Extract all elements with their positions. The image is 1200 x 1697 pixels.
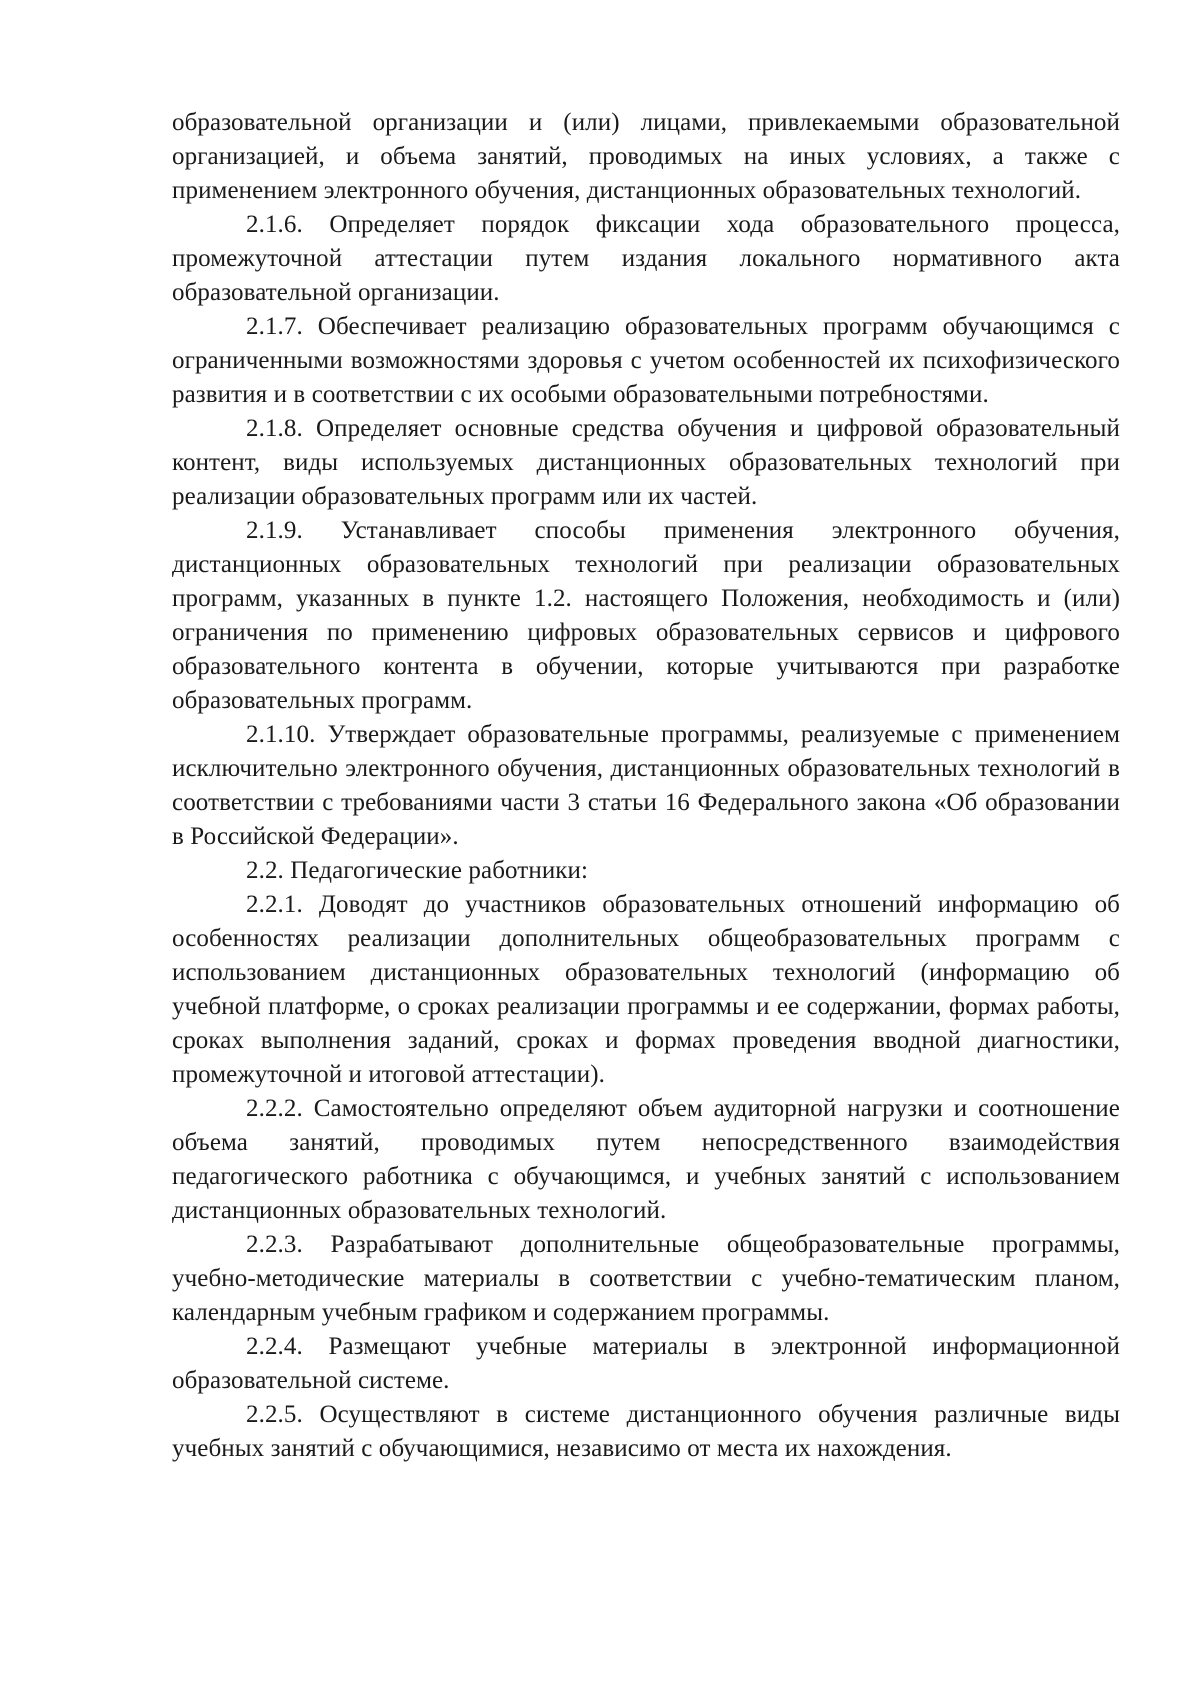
paragraph-number: 2.1.6. (246, 211, 303, 238)
paragraph-2-2-3 (172, 1228, 1120, 1330)
paragraph-text: образовательной организации и (или) лицами, привлекаемыми образовательной организацией, и объема занятий, проводимых на иных условиях, а также с применением электронного обучения, дистанционных образовательных технологий. (172, 109, 1120, 204)
paragraph-text: Устанавливает способы применения электронного обучения, дистанционных образовательных технологий при реализации образовательных программ, указанных в пункте 1.2. настоящего Положения, необходимость и (или) ограничения по применению цифровых образовательных сервисов и цифрового образовательного контента в обучении, которые учитываются при разработке образовательных программ. (172, 517, 1120, 714)
paragraph-text: Самостоятельно определяют объем аудиторной нагрузки и соотношение объема занятий, проводимых путем непосредственного взаимодействия педагогического работника с обучающимся, и учебных занятий с использованием дистанционных образовательных технологий. (172, 1095, 1120, 1224)
paragraph-number: 2.1.7. (246, 313, 303, 340)
paragraph-2-2-5 (172, 1398, 1120, 1466)
paragraph-2-2-1 (172, 888, 1120, 1092)
paragraph-text: Разрабатывают дополнительные общеобразовательные программы, учебно-методические материалы в соответствии с учебно-тематическим планом, календарным учебным графиком и содержанием программы. (172, 1231, 1120, 1326)
paragraph-text: Осуществляют в системе дистанционного обучения различные виды учебных занятий с обучающимися, независимо от места их нахождения. (172, 1401, 1121, 1462)
paragraph-number: 2.2.4. (246, 1333, 303, 1360)
paragraph-2-1-6 (172, 208, 1120, 310)
paragraph-text: Утверждает образовательные программы, реализуемые с применением исключительно электронного обучения, дистанционных образовательных технологий в соответствии с требованиями части 3 статьи 16 Федерального закона «Об образовании в Российской Федерации». (172, 721, 1120, 850)
paragraph-text: Педагогические работники: (290, 857, 589, 884)
paragraph-number: 2.2.2. (246, 1095, 303, 1122)
paragraph-2-1-10 (172, 718, 1120, 854)
paragraph-number: 2.1.8. (246, 415, 303, 442)
paragraph-text: Обеспечивает реализацию образовательных программ обучающимся с ограниченными возможностями здоровья с учетом особенностей их психофизического развития и в соответствии с их особыми образовательными потребностями. (172, 313, 1120, 408)
paragraph-number: 2.2. (246, 857, 284, 884)
paragraph-continuation (172, 106, 1120, 208)
paragraph-text: Определяет основные средства обучения и цифровой образовательный контент, виды используемых дистанционных образовательных технологий при реализации образовательных программ или их частей. (172, 415, 1120, 510)
paragraph-number: 2.2.5. (246, 1401, 303, 1428)
paragraph-number: 2.1.9. (246, 517, 303, 544)
paragraph-number: 2.1.10. (246, 721, 316, 748)
paragraph-2-1-7 (172, 310, 1120, 412)
paragraph-text: Определяет порядок фиксации хода образовательного процесса, промежуточной аттестации путем издания локального нормативного акта образовательной организации. (172, 211, 1120, 306)
document-page (172, 106, 1120, 1466)
paragraph-number: 2.2.1. (246, 891, 303, 918)
paragraph-2-1-9 (172, 514, 1120, 718)
section-heading-2-2 (172, 854, 1120, 888)
paragraph-text: Размещают учебные материалы в электронной информационной образовательной системе. (172, 1333, 1120, 1394)
paragraph-2-2-4 (172, 1330, 1120, 1398)
paragraph-number: 2.2.3. (246, 1231, 303, 1258)
paragraph-2-2-2 (172, 1092, 1120, 1228)
paragraph-text: Доводят до участников образовательных отношений информацию об особенностях реализации дополнительных общеобразовательных программ с использованием дистанционных образовательных технологий (информацию об учебной платформе, о сроках реализации программы и ее содержании, формах работы, сроках выполнения заданий, сроках и формах проведения вводной диагностики, промежуточной и итоговой аттестации). (172, 891, 1120, 1088)
paragraph-2-1-8 (172, 412, 1120, 514)
